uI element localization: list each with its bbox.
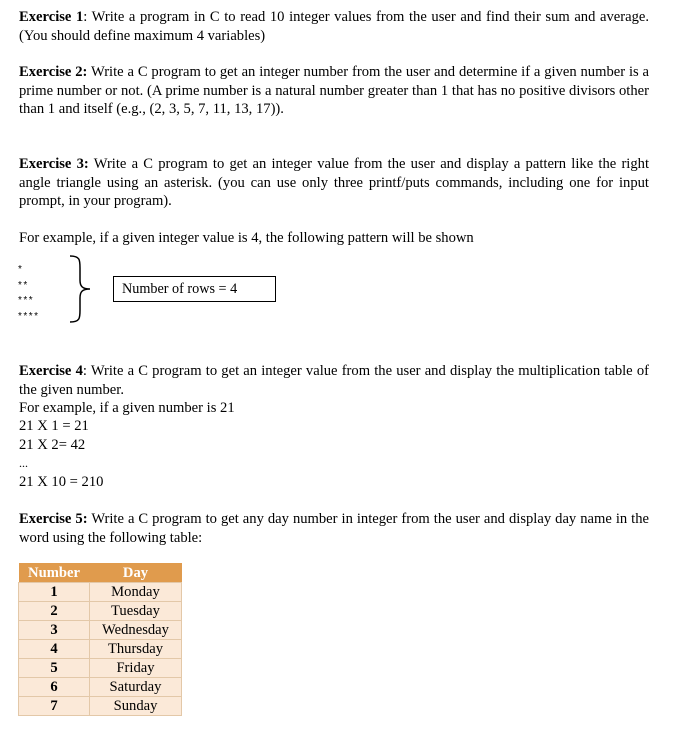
exercise-4 <box>19 362 649 399</box>
exercise-2-label: Exercise 2: <box>19 64 88 80</box>
multiplication-line: 21 X 10 = 210 <box>19 474 104 490</box>
exercise-5 <box>19 510 649 547</box>
table-cell-day: Wednesday <box>90 621 182 640</box>
exercise-2-text: Write a C program to get an integer number from the user and determine if a given number is a prime number or not. (A prime number is a natural number greater than 1 that has no positive divisors other than 1 and itself (e.g., (2, 3, 5, 7, 11, 13, 17)). <box>19 64 650 117</box>
table-cell-number: 5 <box>19 659 90 678</box>
table-cell-number: 2 <box>19 602 90 621</box>
curly-brace-icon <box>62 252 94 326</box>
table-row <box>19 697 182 716</box>
day-table <box>18 563 182 716</box>
exercise-4-text: : Write a C program to get an integer value from the user and display the multiplication table of the given number. <box>19 363 649 398</box>
table-cell-day: Sunday <box>90 697 182 716</box>
exercise-5-text: Write a C program to get any day number in integer from the user and display day name in the word using the following table: <box>19 511 650 546</box>
table-cell-day: Friday <box>90 659 182 678</box>
exercise-1 <box>19 8 649 45</box>
exercise-3-example: For example, if a given integer value is 4, the following pattern will be shown <box>19 230 474 246</box>
table-cell-number: 7 <box>19 697 90 716</box>
exercise-1-text: : Write a program in C to read 10 integer values from the user and find their sum and average. (You should define maximum 4 variables) <box>19 9 649 44</box>
table-row <box>19 640 182 659</box>
exercise-1-label: Exercise 1 <box>19 9 84 25</box>
table-cell-number: 1 <box>19 583 90 602</box>
table-cell-day: Tuesday <box>90 602 182 621</box>
exercise-5-label: Exercise 5: <box>19 511 88 527</box>
table-row <box>19 659 182 678</box>
pattern-row: ** <box>18 279 29 291</box>
table-header-number: Number <box>19 563 90 583</box>
table-header-row <box>19 563 182 583</box>
table-row <box>19 678 182 697</box>
exercise-3-label: Exercise 3: <box>19 156 89 172</box>
multiplication-line: 21 X 1 = 21 <box>19 418 89 434</box>
table-cell-number: 4 <box>19 640 90 659</box>
multiplication-line: 21 X 2= 42 <box>19 437 86 453</box>
table-cell-day: Thursday <box>90 640 182 659</box>
table-cell-number: 6 <box>19 678 90 697</box>
asterisk-pattern <box>18 262 40 324</box>
pattern-row: * <box>18 264 24 275</box>
exercise-4-example: For example, if a given number is 21 <box>19 400 235 416</box>
table-cell-day: Saturday <box>90 678 182 697</box>
table-row <box>19 583 182 602</box>
table-header-day: Day <box>90 563 182 583</box>
table-cell-number: 3 <box>19 621 90 640</box>
table-row <box>19 602 182 621</box>
exercise-4-label: Exercise 4 <box>19 363 83 379</box>
table-row <box>19 621 182 640</box>
exercise-2 <box>19 63 649 119</box>
pattern-row: **** <box>18 310 40 322</box>
exercise-3 <box>19 155 649 211</box>
multiplication-ellipsis: ... <box>19 456 28 470</box>
exercise-3-text: Write a C program to get an integer value from the user and display a pattern like the right angle triangle using an asterisk. (you can use only three printf/puts commands, including one for input prompt, in your program). <box>19 156 650 209</box>
pattern-row: *** <box>18 295 35 306</box>
rows-count-box: Number of rows = 4 <box>113 276 276 302</box>
table-cell-day: Monday <box>90 583 182 602</box>
